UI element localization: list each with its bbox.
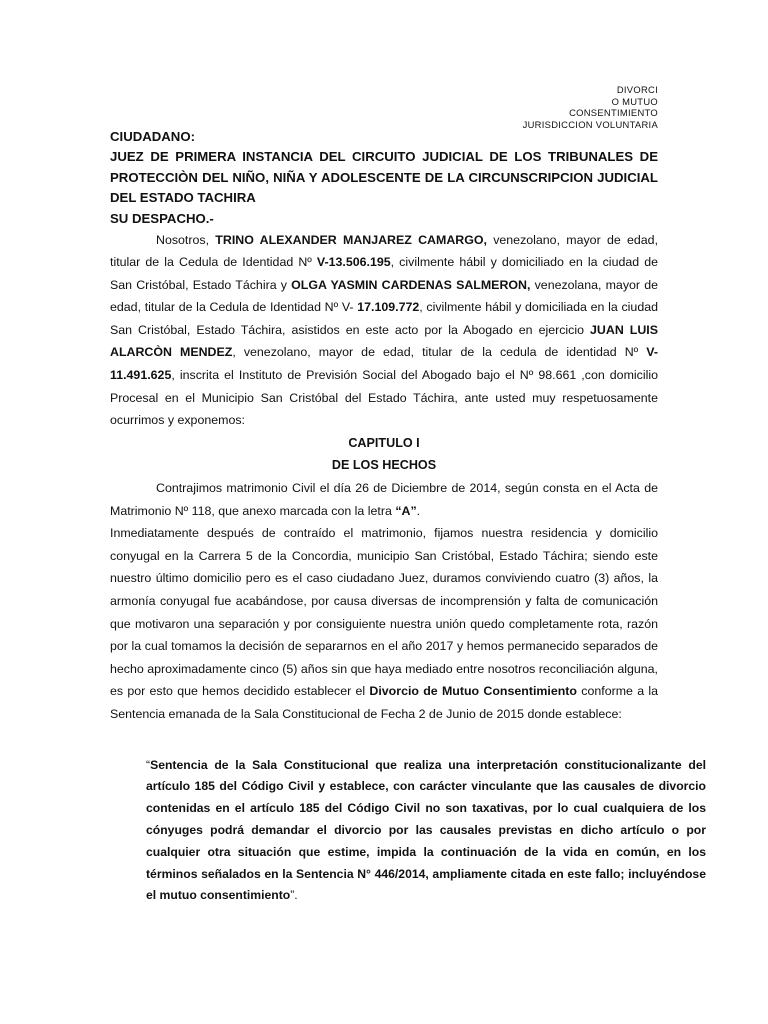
paragraph-text: Inmediatamente después de contraído el matrimonio, fijamos nuestra residencia y domicilio conyugal en la Carrera 5 de la Concordia, municipio San Cristóbal, Estado Táchira; siendo este nuestro último domicilio pero es el caso ciudadano Juez, duramos conviviendo cuatro (3) años, la armonía conyugal fue acabándose, por causa diversas de incomprensión y falta de comunicación que motivaron una separación y por consiguiente nuestra unión quedo completamente rota, razón por la cual tomamos la decisión de separarnos en el año 2017 y hemos permanecido separados de hecho aproximadamente cinco (5) años sin que haya mediado entre nosotros reconciliación alguna, es por esto que hemos decidido establecer el — [110, 526, 658, 699]
intro-text: venezolano, mayor de edad, titular de la Cedula de Identidad Nº — [110, 232, 659, 270]
facts-paragraph-2 — [110, 522, 658, 725]
addressee-judge: JUEZ DE PRIMERA INSTANCIA DEL CIRCUITO JUDICIAL DE LOS TRIBUNALES DE PROTECCIÒN DEL NIÑO, NIÑA Y ADOLESCENTE DE LA CIRCUNSCRIPCION JUDICIAL DEL ESTADO TACHIRA — [110, 149, 658, 205]
corner-label-line: JURISDICCION VOLUNTARIA — [522, 118, 658, 130]
applicant-one-id: V-13.506.195 — [316, 255, 391, 270]
paragraph-text: Contrajimos matrimonio Civil el día 26 de Diciembre de 2014, según consta en el Acta de Matrimonio Nº 118, que anexo marcada con la letra — [110, 481, 658, 518]
chapter-subtitle: DE LOS HECHOS — [331, 458, 437, 473]
addressee-office: SU DESPACHO.- — [110, 210, 214, 226]
document-body — [110, 127, 706, 907]
intro-text: , venezolano, mayor de edad, titular de la cedula de identidad Nº — [232, 345, 647, 360]
applicant-two-name: OLGA YASMIN CARDENAS SALMERON, — [291, 277, 531, 292]
intro-text: venezolana, mayor de edad, titular de la Cedula de Identidad Nº V- — [110, 277, 658, 315]
annex-letter: “A” — [395, 503, 417, 518]
corner-label-line: O MUTUO — [611, 95, 658, 107]
chapter-title: CAPITULO I — [348, 435, 420, 450]
intro-paragraph — [110, 229, 658, 432]
paragraph-text: . — [416, 503, 421, 518]
corner-label-line: DIVORCI — [616, 84, 658, 95]
intro-text: , inscrita el Instituto de Previsión Social del Abogado bajo el Nº 98.661 ,con domicilio Procesal en el Municipio San Cristóbal del Estado Táchira, ante usted muy respetuosamente ocurrimos y exponemos: — [110, 368, 658, 428]
divorce-type: Divorcio de Mutuo Consentimiento — [369, 684, 578, 699]
applicant-one-name: TRINO ALEXANDER MANJAREZ CAMARGO, — [215, 232, 487, 247]
applicant-two-id: 17.109.772 — [357, 300, 420, 315]
intro-text: , civilmente hábil y domiciliada en la ciudad San Cristóbal, Estado Táchira, asistidos en este acto por la Abogado en ejercicio — [110, 300, 658, 337]
intro-text: Nosotros, — [156, 232, 216, 247]
quoted-sentence — [146, 755, 706, 908]
addressee-citizen: CIUDADANO: — [110, 129, 195, 144]
paragraph-text: conforme a la Sentencia emanada de la Sala Constitucional de Fecha 2 de Junio de 2015 donde establece: — [110, 684, 659, 721]
quote-close-mark: ”. — [290, 888, 298, 903]
document-type-label — [520, 84, 658, 130]
quote-text: Sentencia de la Sala Constitucional que realiza una interpretación constitucionalizante del artículo 185 del Código Civil y establece, con carácter vinculante que las causales de divorcio contenidas en el artículo 185 del Código Civil no son taxativas, por lo cual cualquiera de los cónyuges podrá demandar el divorcio por las causales previstas en dicho artículo o por cualquier otra situación que estime, impida la continuación de la vida en común, en los términos señalados en la Sentencia N° 446/2014, ampliamente citada en este fallo; incluyéndose el mutuo consentimiento — [146, 757, 706, 903]
facts-paragraph-1 — [110, 477, 658, 522]
lawyer-name: JUAN LUIS ALARCÒN MENDEZ — [110, 322, 658, 360]
corner-label-line: CONSENTIMIENTO — [569, 107, 658, 118]
lawyer-id: V-11.491.625 — [110, 345, 658, 383]
quoted-sentence-block — [146, 755, 706, 908]
intro-text: , civilmente hábil y domiciliado en la ciudad de San Cristóbal, Estado Táchira y — [110, 255, 659, 292]
quote-open-mark: “ — [146, 757, 151, 772]
